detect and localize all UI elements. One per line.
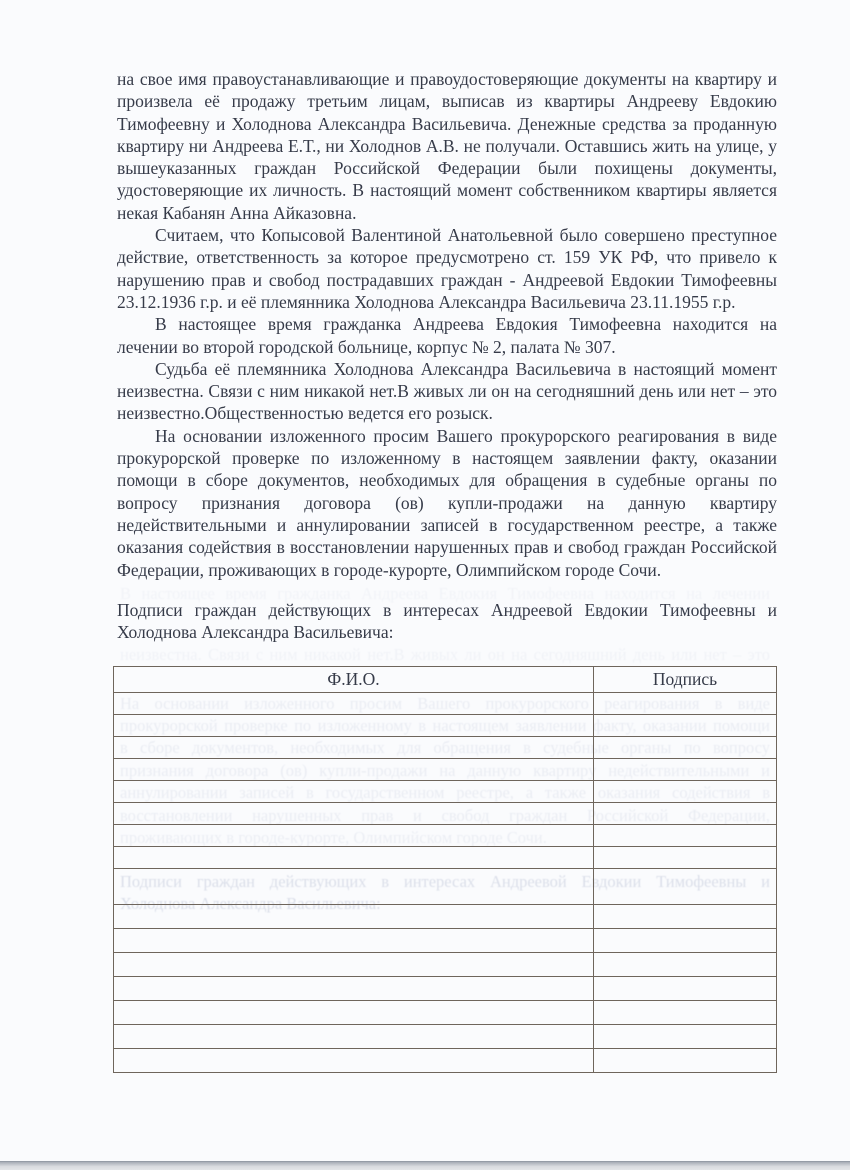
table-row <box>114 1001 777 1025</box>
signature-cell <box>594 781 777 803</box>
fio-cell <box>114 869 594 905</box>
fio-cell <box>114 737 594 759</box>
signature-cell <box>594 715 777 737</box>
table-row <box>114 869 777 905</box>
fio-cell <box>114 803 594 825</box>
fio-cell <box>114 953 594 977</box>
table-row <box>114 715 777 737</box>
bleedthrough-line: в сборе документов, необходимых для обращения в судебные органы по вопросу <box>120 738 770 757</box>
fio-cell <box>114 847 594 869</box>
table-row <box>114 847 777 869</box>
bleedthrough-line: восстановлении нарушенных прав и свобод граждан Российской Федерации, <box>120 806 770 825</box>
signature-cell <box>594 1049 777 1073</box>
signature-cell <box>594 953 777 977</box>
signature-cell <box>594 847 777 869</box>
signature-cell <box>594 869 777 905</box>
table-header-row <box>114 667 777 693</box>
table-header-signature: Подпись <box>594 667 777 693</box>
table-row <box>114 1049 777 1073</box>
fio-cell <box>114 1049 594 1073</box>
table-row <box>114 953 777 977</box>
signature-cell <box>594 693 777 715</box>
signature-cell <box>594 737 777 759</box>
table-row <box>114 803 777 825</box>
signature-cell <box>594 1025 777 1049</box>
signature-cell <box>594 759 777 781</box>
fio-cell <box>114 693 594 715</box>
fio-cell <box>114 905 594 929</box>
table-row <box>114 737 777 759</box>
scan-bottom-edge <box>0 1161 850 1170</box>
fio-cell <box>114 781 594 803</box>
signature-table-wrap <box>113 666 776 1073</box>
bleedthrough-line: На основании изложенного просим Вашего прокурорского реагирования в виде <box>120 694 770 713</box>
bleedthrough-line: признания договора (ов) купли-продажи на данную квартиру недействительными и <box>120 761 770 780</box>
document-body <box>117 68 777 643</box>
table-row <box>114 693 777 715</box>
paragraph-continuation: на свое имя правоустанавливающие и правоудостоверяющие документы на квартиру и произвела её продажу третьим лицам, выписав из квартиры Андрееву Евдокию Тимофеевну и Холоднова Александра Васильевича. Денежные средства за проданную квартиру ни Андреева Е.Т., ни Холоднов А.В. не получали. Оставшись жить на улице, у вышеуказанных граждан Российской Федерации были похищены документы, удостоверяющие их личность. В настоящий момент собственником квартиры является некая Кабанян Анна Айказовна. <box>117 69 777 223</box>
table-header-fio: Ф.И.О. <box>114 667 594 693</box>
signature-cell <box>594 929 777 953</box>
table-row <box>114 759 777 781</box>
bleedthrough-line: неизвестна. Связи с ним никакой нет.В живых ли он на сегодняшний день или нет – это <box>120 645 770 664</box>
fio-cell <box>114 825 594 847</box>
signature-cell <box>594 977 777 1001</box>
fio-cell <box>114 929 594 953</box>
signature-cell <box>594 825 777 847</box>
bleedthrough-line: проживающих в городе-курорте, Олимпийском городе Сочи. <box>120 828 547 847</box>
table-row <box>114 1025 777 1049</box>
bleedthrough-line: В настоящее время гражданка Андреева Евдокия Тимофеевна находится на лечении <box>120 584 770 603</box>
bleedthrough-line: Холоднова Александра Васильевича: <box>120 894 381 913</box>
table-row <box>114 781 777 803</box>
table-row <box>114 905 777 929</box>
signature-cell <box>594 803 777 825</box>
paragraph-hospital: В настоящее время гражданка Андреева Евдокия Тимофеевна находится на лечении во второй городской больнице, корпус № 2, палата № 307. <box>117 314 777 357</box>
paragraph-accusation: Считаем, что Копысовой Валентиной Анатольевной было совершено преступное действие, ответственность за которое предусмотрено ст. 159 УК РФ, что привело к нарушению прав и свобод пострадавших граждан - Андреевой Евдокии Тимофеевны 23.12.1936 г.р. и её племянника Холоднова Александра Васильевича 23.11.1955 г.р. <box>117 225 777 312</box>
fio-cell <box>114 1025 594 1049</box>
signature-cell <box>594 905 777 929</box>
signature-cell <box>594 1001 777 1025</box>
table-row <box>114 929 777 953</box>
paragraph-missing-person: Судьба её племянника Холоднова Александра Васильевича в настоящий момент неизвестна. Связи с ним никакой нет.В живых ли он на сегодняшний день или нет – это неизвестно.Общественностью ведется его розыск. <box>117 358 777 424</box>
signature-table <box>113 666 777 1073</box>
fio-cell <box>114 977 594 1001</box>
table-row <box>114 825 777 847</box>
fio-cell <box>114 759 594 781</box>
table-row <box>114 977 777 1001</box>
bleedthrough-line: Подписи граждан действующих в интересах Андреевой Евдокии Тимофеевны и <box>120 872 770 891</box>
bleedthrough-line: прокурорской проверке по изложенному в настоящем заявлении факту, оказании помощи <box>120 716 770 735</box>
bleedthrough-line: аннулировании записей в государственном реестре, а также оказания содействия в <box>120 783 770 802</box>
signatures-intro: Подписи граждан действующих в интересах Андреевой Евдокии Тимофеевны и Холоднова Александра Васильевича: <box>117 599 777 643</box>
fio-cell <box>114 1001 594 1025</box>
fio-cell <box>114 715 594 737</box>
paragraph-request: На основании изложенного просим Вашего прокурорского реагирования в виде прокурорской проверке по изложенному в настоящем заявлении факту, оказании помощи в сборе документов, необходимых для обращения в судебные органы по вопросу признания договора (ов) купли-продажи на данную квартиру недействительными и аннулировании записей в государственном реестре, а также оказания содействия в восстановлении нарушенных прав и свобод граждан Российской Федерации, проживающих в городе-курорте, Олимпийском городе Сочи. <box>117 425 777 580</box>
